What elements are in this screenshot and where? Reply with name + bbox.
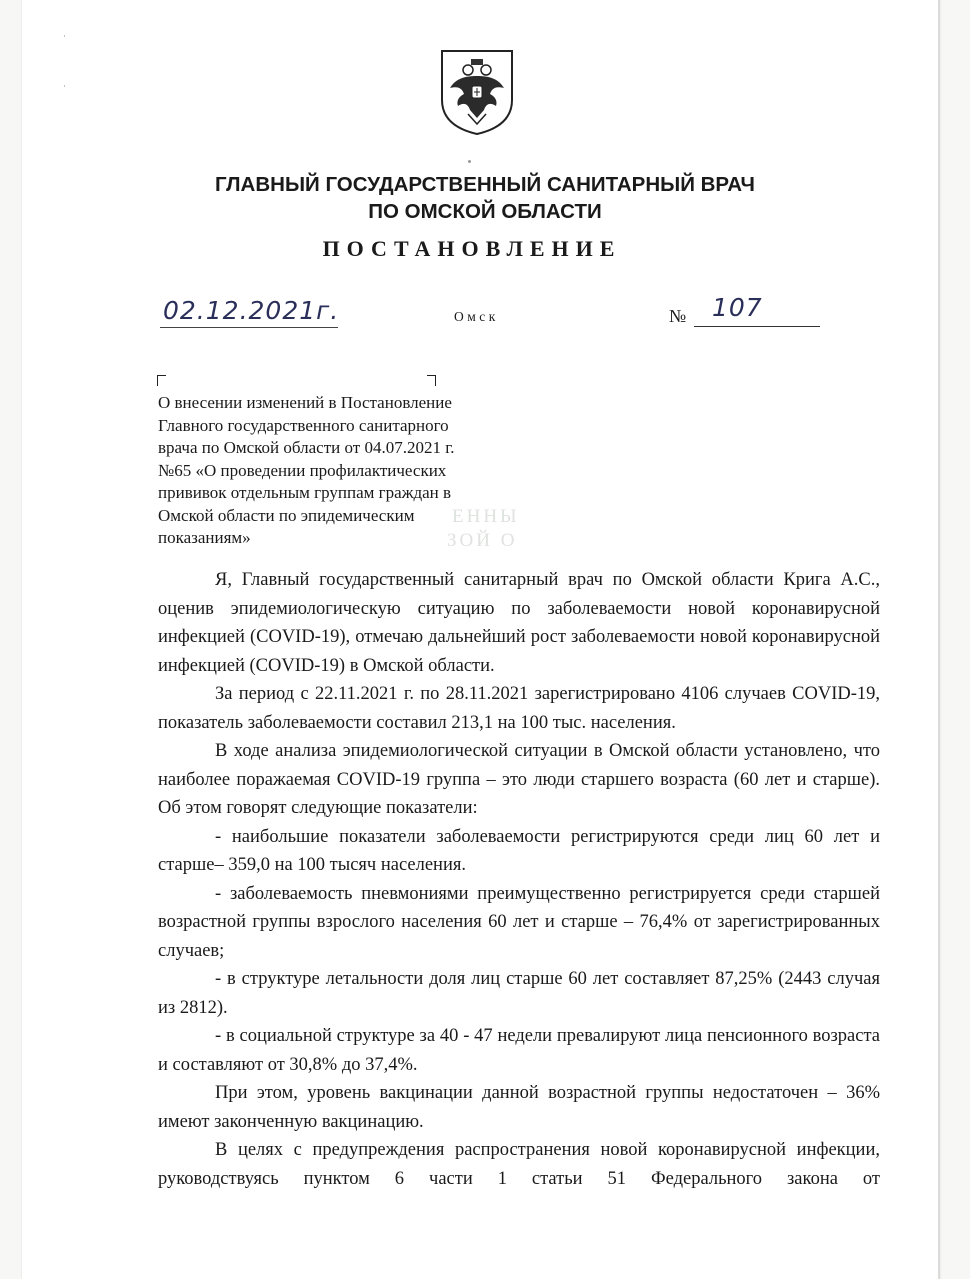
bleed-through: ЗОЙ О [447,530,518,551]
document-number: 107 [712,293,763,322]
bleed-through: ЕННЫ [452,506,520,527]
body-paragraph: - в социальной структуре за 40 - 47 недели превалируют лица пенсионного возраста и составляют от 30,8% до 37,4%. [158,1026,880,1075]
subject-line: Главного государственного санитарного [158,415,449,435]
subject-bracket-left [157,375,166,386]
date-underline [160,327,338,328]
coat-of-arms-icon [438,48,516,136]
body-paragraph: - заболеваемость пневмониями преимущественно регистрируется среди старшей возрастной группы взрослого населения 60 лет и старше – 76,4% от зарегистрированных случаев; [158,883,880,961]
subject-line: показаниям» [158,528,251,547]
document-body [158,566,880,1193]
subject-line: Омской области по эпидемическим [158,505,415,525]
document-city: Омск [454,309,499,324]
body-paragraph: - в структуре летальности доля лиц старше 60 лет составляет 87,25% (2443 случая из 2812). [158,969,880,1018]
issuing-authority [0,171,970,225]
subject-line: О внесении изменений в Постановление [158,393,452,412]
document-subject [158,392,508,550]
body-paragraph: - наибольшие показатели заболеваемости регистрируются среди лиц 60 лет и старше– 359,0 на 100 тысяч населения. [158,826,880,875]
authority-line-2: ПО ОМСКОЙ ОБЛАСТИ [368,200,602,223]
document-date: 02.12.2021г. [163,296,340,325]
body-paragraph: За период с 22.11.2021 г. по 28.11.2021 зарегистрировано 4106 случаев COVID-19, показатель заболеваемости составил 213,1 на 100 тыс. населения. [158,684,880,733]
subject-line: врача по Омской области от 04.07.2021 г. [158,438,455,457]
authority-line-1: ГЛАВНЫЙ ГОСУДАРСТВЕННЫЙ САНИТАРНЫЙ ВРАЧ [215,173,755,196]
scan-artifact: · [63,82,66,92]
subject-bracket-right [427,375,436,386]
subject-line: №65 «О проведении профилактических [158,460,447,480]
number-underline [694,326,820,327]
number-label: № [669,306,687,326]
subject-line: прививок отдельным группам граждан в [158,483,452,502]
body-paragraph: В целях с предупреждения распространения новой коронавирусной инфекции, руководствуясь пунктом 6 части 1 статьи 51 Федерального закона от [158,1140,880,1189]
body-paragraph: При этом, уровень вакцинации данной возрастной группы недостаточен – 36% имеют законченную вакцинацию. [158,1083,880,1132]
body-paragraph: Я, Главный государственный санитарный врач по Омской области Крига А.С., оценив эпидемиологическую ситуацию по заболеваемости новой коронавирусной инфекцией (COVID-19), отмечаю дальнейший рост заболеваемости новой коронавирусной инфекцией (COVID-19) в Омской области. [158,570,880,676]
scan-dot [468,160,471,163]
document-type-title: ПОСТАНОВЛЕНИЕ [322,236,622,261]
scan-artifact: · [63,32,66,42]
body-paragraph: В ходе анализа эпидемиологической ситуации в Омской области установлено, что наиболее поражаемая COVID-19 группа – это люди старшего возраста (60 лет и старше). Об этом говорят следующие показатели: [158,741,880,818]
